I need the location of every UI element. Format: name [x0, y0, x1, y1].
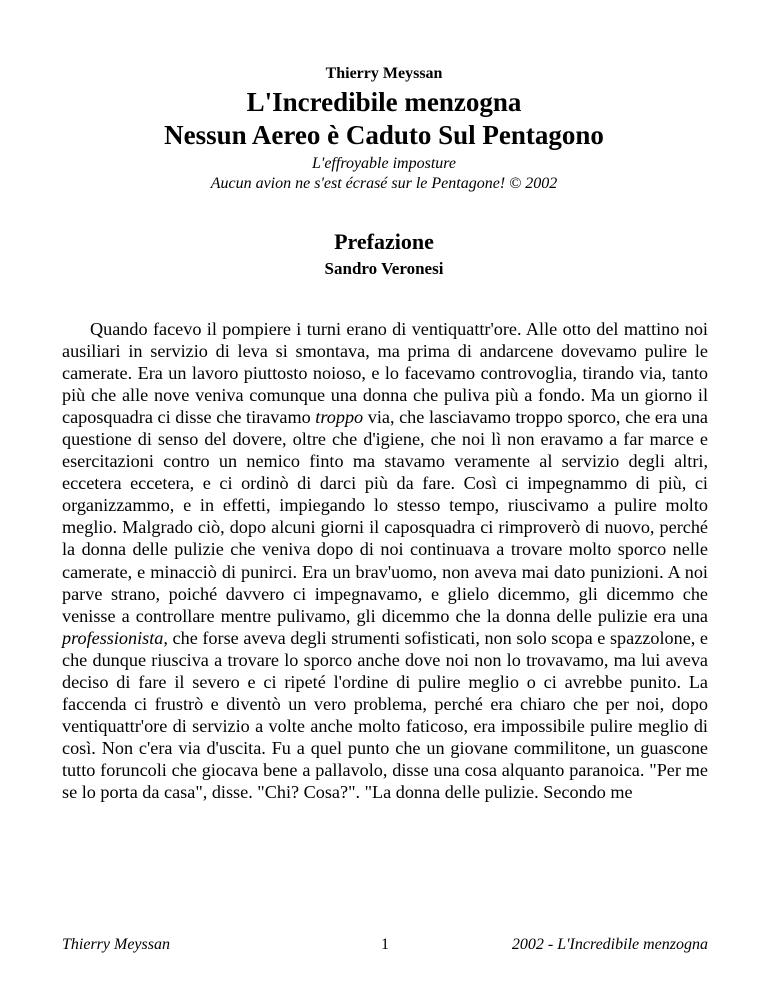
section-author: Sandro Veronesi — [324, 259, 444, 278]
original-title-line-1: L'effroyable imposture — [312, 155, 456, 172]
body-paragraph — [62, 318, 708, 803]
book-author: Thierry Meyssan — [325, 65, 443, 82]
paragraph-text-2: via, che lasciavamo troppo sporco, che era una questione di senso del dovere, oltre che d'igiene, che noi lì non eravamo a far marce e esercitazioni contro un nemico finto ma stavamo veramente al servizio degli altri, eccetera eccetera, e ci ordinò di darci più da fare. Così ci impegnammo di più, ci organizzammo, e in effetti, impiegando lo stesso tempo, riuscivamo a pulire molto meglio. Malgrado ciò, dopo alcuni giorni il caposquadra ci rimproverò di nuovo, perché la donna delle pulizie che veniva dopo di noi continuava a trovare molto sporco nelle camerate, e minacciò di punirci. Era un brav'uomo, non aveva mai dato punizioni. A noi parve strano, poiché davvero ci impegnavamo, e glielo dicemmo, gli dicemmo che venisse a controllare mentre pulivamo, gli dicemmo che la donna delle pulizie era una — [62, 407, 708, 626]
book-title — [0, 86, 768, 152]
footer-author: Thierry Meyssan — [62, 936, 170, 953]
emphasis-professionista: professionista, — [62, 627, 168, 648]
section-title: Prefazione — [334, 229, 434, 254]
emphasis-troppo: troppo — [315, 407, 364, 428]
paragraph-text-1: Quando facevo il pompiere i turni erano di ventiquattr'ore. Alle otto del mattino noi ausiliari in servizio di leva si smontava, ma prima di andarcene dovevamo pulire le camerate. Era un lavoro piuttosto noioso, e lo facevamo controvoglia, tirando via, tanto più che alle nove veniva comunque una donna che puliva più a fondo. Ma un giorno il caposquadra ci disse che tiravamo — [62, 319, 708, 428]
original-title-line-2: Aucun avion ne s'est écrasé sur le Pentagone! © 2002 — [210, 175, 558, 192]
book-title-line-2: Nessun Aereo è Caduto Sul Pentagono — [164, 120, 604, 150]
page-footer — [62, 936, 708, 958]
footer-title: 2002 - L'Incredibile menzogna — [511, 936, 708, 953]
book-title-line-1: L'Incredibile menzogna — [246, 87, 522, 117]
paragraph-text-3: che forse aveva degli strumenti sofisticati, non solo scopa e spazzolone, e che dunque riusciva a trovare lo sporco anche dove noi non lo trovavamo, ma lui aveva deciso di fare il severo e ci ripeté l'ordine di pulire meglio o ci avrebbe punito. La faccenda ci frustrò e diventò un vero problema, perché era chiaro che per noi, dopo ventiquattr'ore di servizio a volte anche molto faticoso, era impossibile pulire meglio di così. Non c'era via d'uscita. Fu a quel punto che un giovane commilitone, un guascone tutto foruncoli che giocava bene a pallavolo, disse una cosa alquanto paranoica. "Per me se lo porta da casa", disse. "Chi? Cosa?". "La donna delle pulizie. Secondo me — [62, 627, 708, 802]
page-number: 1 — [381, 936, 389, 953]
original-title — [0, 154, 768, 194]
